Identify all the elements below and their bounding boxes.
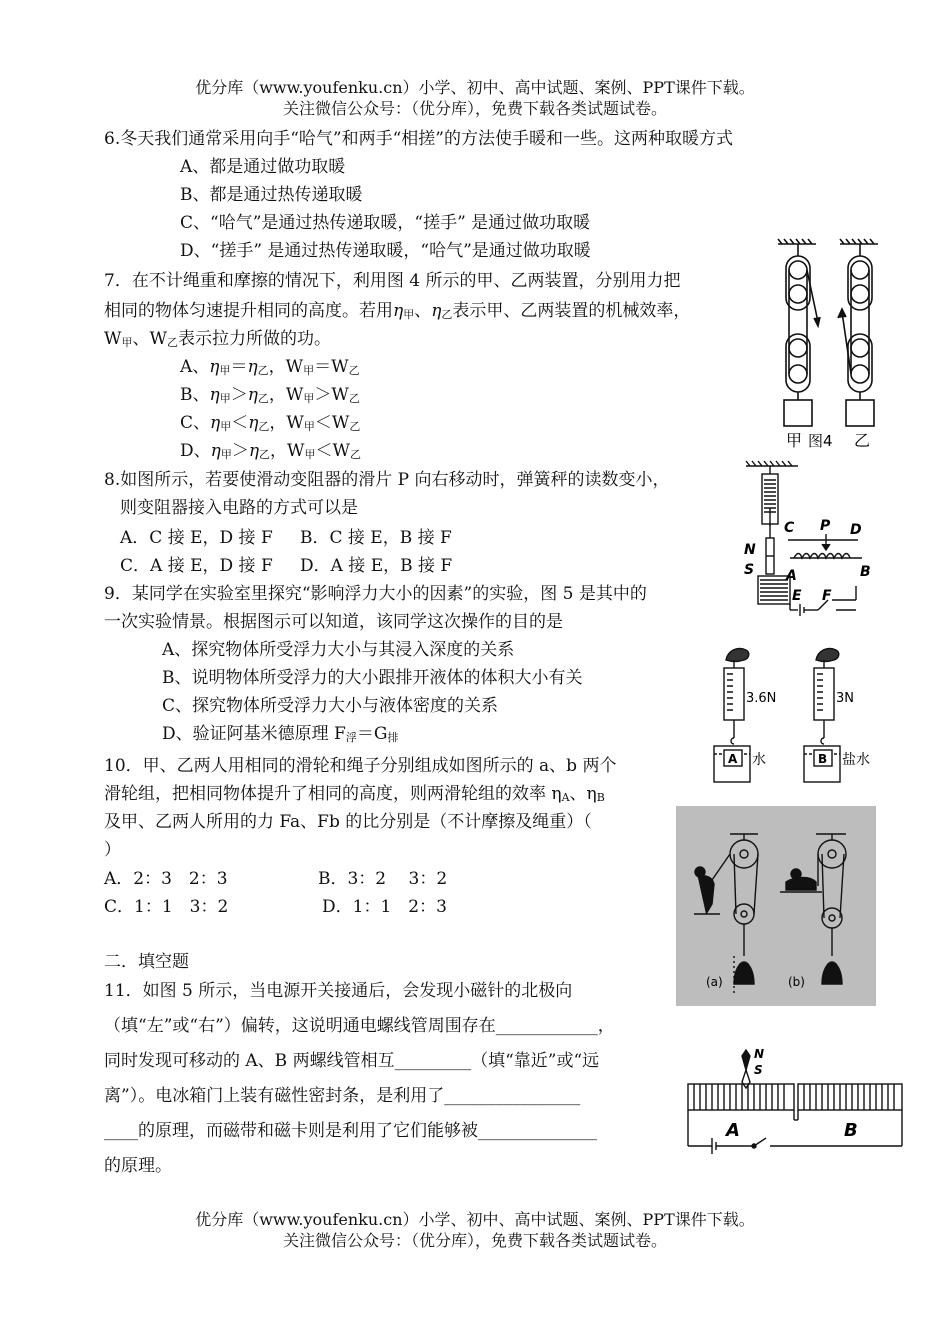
q6-option-c: C、“哈气”是通过热传递取暖，“搓手” 是通过做功取暖: [180, 213, 591, 233]
pulley-group-b-label: (b): [788, 975, 805, 989]
q10-line-4: ）: [104, 840, 121, 860]
q9-option-c: C、探究物体所受浮力大小与液体密度的关系: [162, 696, 499, 716]
section-2-title: 二．填空题: [104, 952, 189, 972]
q6-option-d: D、“搓手” 是通过热传递取暖，“哈气”是通过做功取暖: [180, 241, 591, 261]
q10-option-c: C．1：1 3：2: [104, 897, 229, 917]
q6-stem: 6.冬天我们通常采用向手“哈气”和两手“相搓”的方法使手暖和一些。这两种取暖方式: [104, 129, 733, 149]
q8-option-d: D．A 接 E，B 接 F: [300, 556, 453, 576]
q9-line-1: 9．某同学在实验室里探究“影响浮力大小的因素”的实验，图 5 是其中的: [104, 584, 647, 604]
figure-solenoids: [684, 1046, 906, 1156]
q10-option-d: D．1：1 2：3: [322, 897, 447, 917]
figure-4-pulleys: [772, 236, 892, 458]
figure-4-label-yi: 乙: [854, 431, 871, 450]
rheostat-terminal-a: A: [786, 568, 797, 584]
q11-line-2: （填“左”或“右”）偏转，这说明通电螺线管周围存在____________，: [104, 1016, 615, 1036]
rheostat-slider-p: P: [820, 518, 831, 534]
needle-pole-s: S: [754, 1063, 763, 1077]
needle-pole-n: N: [754, 1047, 765, 1061]
q11-line-6: 的原理。: [104, 1156, 172, 1176]
q8-option-b: B．C 接 E，B 接 F: [300, 528, 452, 548]
q7-option-d: D、η甲＞η乙，W甲＜W乙: [180, 441, 361, 461]
magnet-pole-n: N: [744, 542, 756, 558]
footer-line-2: 关注微信公众号：（优分库），免费下载各类试题试卷。: [282, 1231, 667, 1250]
circuit-terminal-f: F: [822, 588, 832, 604]
footer-line-1: 优分库（www.youfenku.cn）小学、初中、高中试题、案例、PPT课件下载。: [195, 1210, 755, 1229]
q8-option-c: C．A 接 E，D 接 F: [120, 556, 273, 576]
q7-option-a: A、η甲＝η乙，W甲＝W乙: [180, 357, 360, 377]
figure-pulley-groups-ab: [676, 806, 876, 1006]
q7-line-3: W甲、W乙表示拉力所做的功。: [104, 329, 331, 349]
q10-line-1: 10．甲、乙两人用相同的滑轮和绳子分别组成如图所示的 a、b 两个: [104, 756, 617, 776]
header-line-1: 优分库（www.youfenku.cn）小学、初中、高中试题、案例、PPT课件下载。: [195, 78, 755, 97]
q11-line-1: 11．如图 5 所示，当电源开关接通后，会发现小磁针的北极向: [104, 981, 573, 1001]
q10-option-a: A．2：3 2：3: [104, 869, 228, 889]
q6-option-b: B、都是通过热传递取暖: [180, 185, 363, 205]
q7-option-c: C、η甲＜η乙，W甲＜W乙: [180, 413, 361, 433]
q9-line-2: 一次实验情景。根据图示可以知道，该同学这次操作的目的是: [104, 612, 563, 632]
q9-option-d: D、验证阿基米德原理 F浮＝G排: [162, 724, 399, 744]
q11-line-3: 同时发现可移动的 A、B 两螺线管相互_________（填“靠近”或“远: [104, 1051, 600, 1071]
header-line-2: 关注微信公众号：（优分库），免费下载各类试题试卷。: [282, 99, 667, 118]
q9-option-b: B、说明物体所受浮力的大小跟排开液体的体积大小有关: [162, 668, 583, 688]
rheostat-terminal-c: C: [784, 520, 795, 536]
q7-line-1: 7．在不计绳重和摩擦的情况下，利用图 4 所示的甲、乙两装置，分别用力把: [104, 271, 681, 291]
pulley-group-a-label: (a): [706, 975, 723, 989]
q7-option-b: B、η甲＞η乙，W甲＞W乙: [180, 385, 360, 405]
liquid-saltwater-label: 盐水: [842, 752, 870, 768]
figure-5-buoyancy: [704, 638, 880, 790]
magnet-pole-s: S: [744, 562, 755, 578]
q10-option-b: B．3：2 3：2: [318, 869, 448, 889]
rheostat-terminal-b: B: [860, 564, 871, 580]
q8-option-a: A．C 接 E，D 接 F: [120, 528, 273, 548]
q11-line-4: 离”）。电冰箱门上装有磁性密封条，是利用了________________: [104, 1086, 581, 1106]
q8-line-1: 8.如图所示，若要使滑动变阻器的滑片 P 向右移动时，弹簧秤的读数变小，: [104, 470, 670, 490]
solenoid-a-label: A: [726, 1120, 740, 1141]
q9-option-a: A、探究物体所受浮力大小与其浸入深度的关系: [162, 640, 515, 660]
block-a-label: A: [728, 752, 738, 766]
circuit-terminal-e: E: [792, 588, 802, 604]
q6-option-a: A、都是通过做功取暖: [180, 157, 346, 177]
q8-line-2: 则变阻器接入电路的方式可以是: [120, 498, 358, 518]
q10-line-3: 及甲、乙两人所用的力 Fa、Fb 的比分别是（不计摩擦及绳重）（: [104, 812, 592, 832]
q7-line-2: 相同的物体匀速提升相同的高度。若用η甲、η乙表示甲、乙两装置的机械效率，: [104, 301, 691, 321]
figure-rheostat-circuit: [738, 460, 888, 630]
q10-line-2: 滑轮组，把相同物体提升了相同的高度，则两滑轮组的效率 ηA、ηB: [104, 784, 605, 804]
scale-reading-1: 3.6N: [746, 691, 777, 706]
rheostat-terminal-d: D: [850, 522, 862, 538]
scale-reading-2: 3N: [836, 691, 854, 706]
liquid-water-label: 水: [752, 752, 766, 768]
figure-4-label-jia: 甲: [786, 431, 803, 450]
figure-4-label: 图4: [808, 432, 833, 450]
q11-line-5: ____的原理，而磁带和磁卡则是利用了它们能够被______________: [104, 1121, 597, 1141]
block-b-label: B: [818, 752, 828, 766]
solenoid-b-label: B: [844, 1120, 858, 1141]
